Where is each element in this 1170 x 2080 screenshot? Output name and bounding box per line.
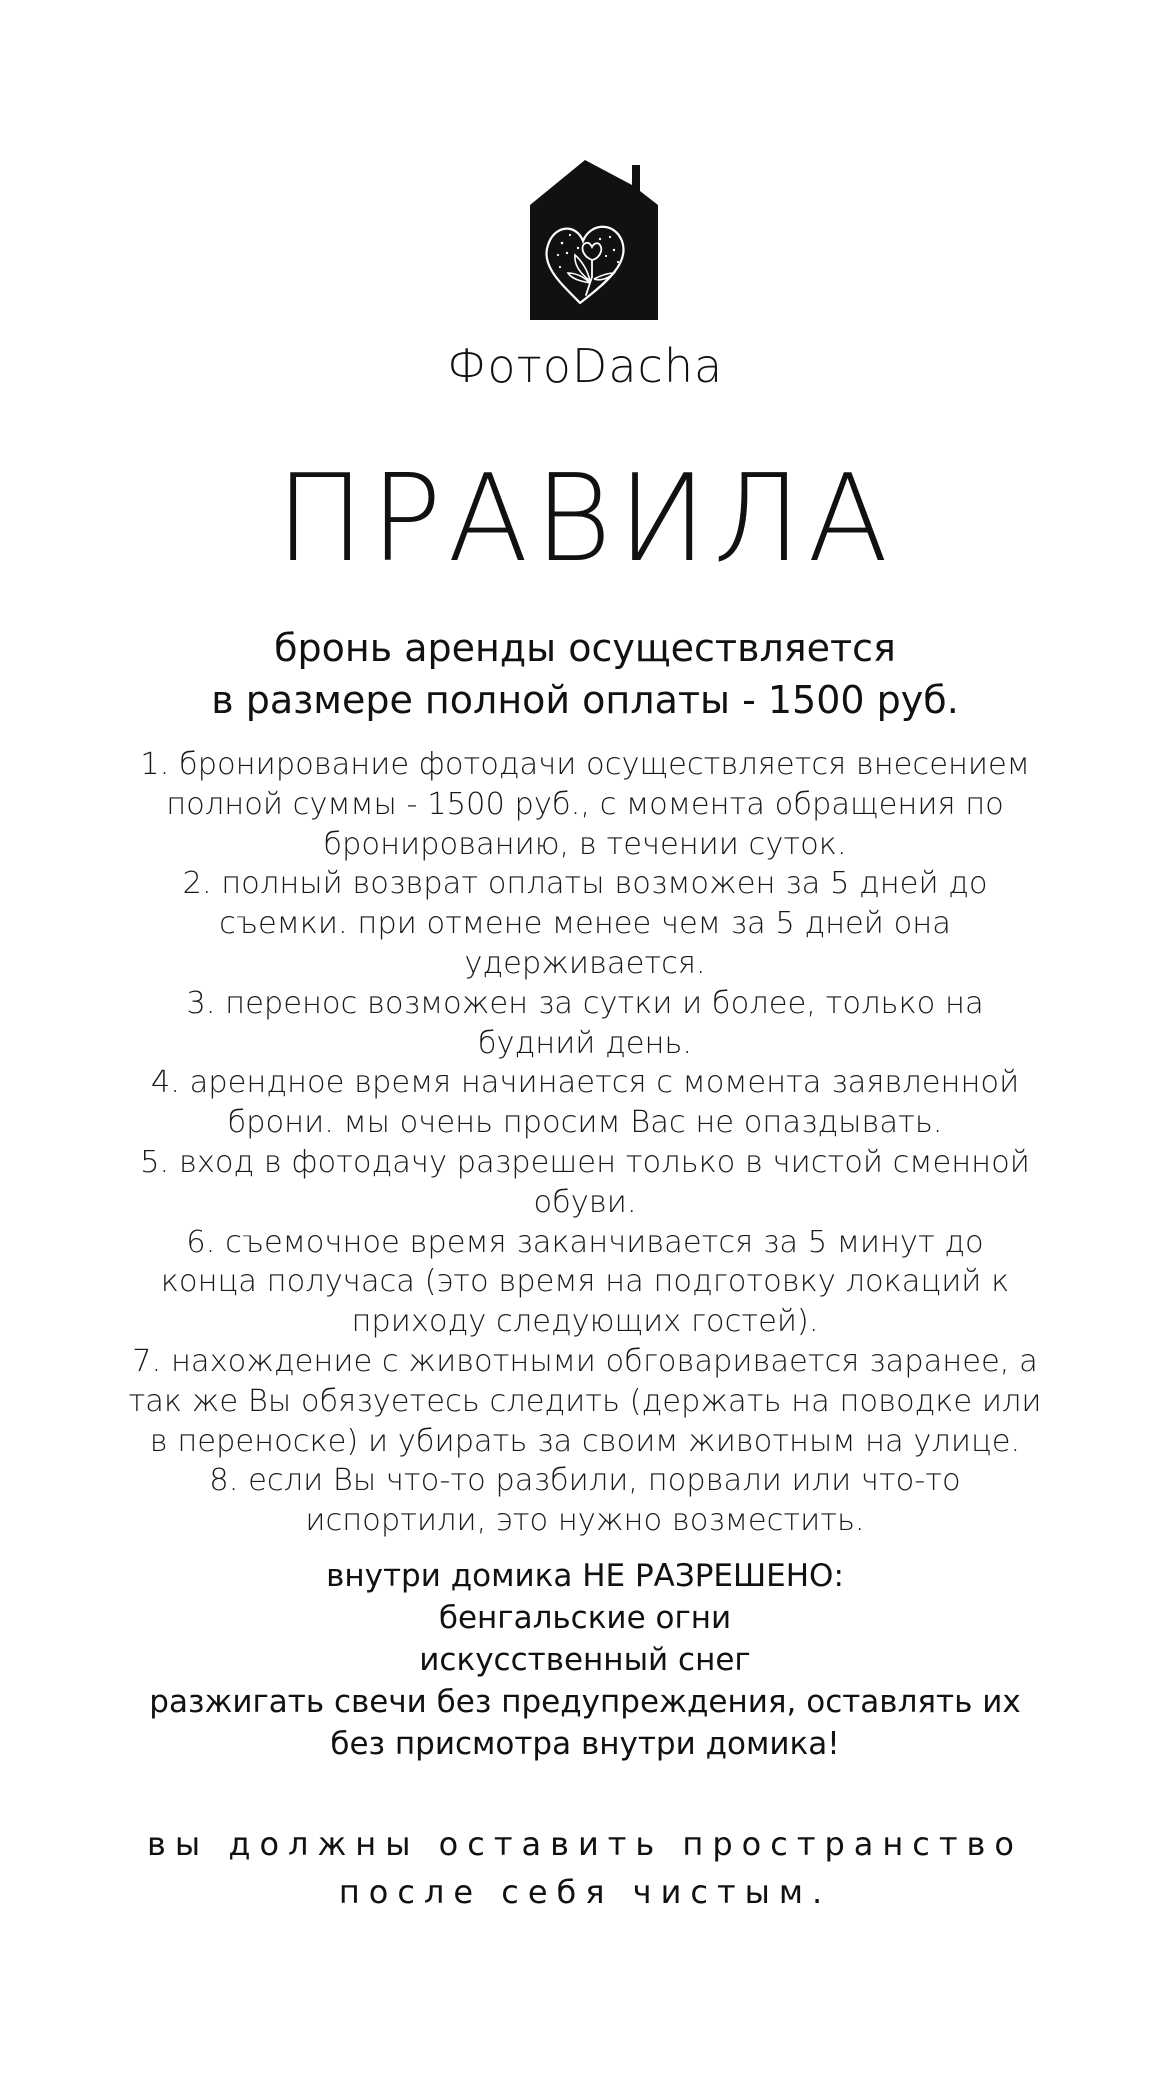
rule-line: обуви. — [533, 1184, 637, 1220]
rule-line: 6. съемочное время заканчивается за 5 минут до — [186, 1224, 984, 1260]
rule-line: испортили, это нужно возместить. — [305, 1503, 865, 1539]
closing-line: вы должны оставить пространство — [147, 1825, 1023, 1863]
rule-line: 5. вход в фотодачу разрешен только в чистой сменной — [140, 1144, 1030, 1180]
forbidden-section — [0, 1555, 1170, 1765]
brand-name: ФотоDacha — [446, 339, 724, 393]
rule-line: удерживается. — [464, 945, 706, 981]
rule-line: 1. бронирование фотодачи осуществляется внесением — [140, 747, 1030, 782]
rules-list — [120, 745, 1050, 1541]
rule-line: брони. мы очень просим Вас не опаздывать. — [227, 1105, 943, 1141]
rule-line: приходу следующих гостей). — [351, 1304, 819, 1340]
forbidden-item: бенгальские огни — [438, 1600, 732, 1636]
subtitle-line: бронь аренды осуществляется — [274, 626, 896, 670]
rule-line: 7. нахождение с животными обговаривается заранее, а — [132, 1343, 1038, 1379]
rule-line: 2. полный возврат оплаты возможен за 5 дней до — [182, 866, 988, 902]
closing-note — [0, 1820, 1170, 1916]
forbidden-item: без присмотра внутри домика! — [330, 1726, 840, 1762]
rule-line: полной суммы - 1500 руб., с момента обращения по — [166, 786, 1004, 822]
rule-line: так же Вы обязуетесь следить (держать на поводке или — [128, 1383, 1042, 1419]
booking-subtitle — [0, 622, 1170, 726]
rule-line: 8. если Вы что-то разбили, порвали или что-то — [209, 1463, 961, 1499]
rule-line: съемки. при отмене менее чем за 5 дней она — [219, 906, 951, 942]
page-title: ПРАВИЛА — [275, 447, 895, 589]
rule-line: будний день. — [477, 1025, 693, 1061]
forbidden-item: разжигать свечи без предупреждения, оставлять их — [149, 1684, 1021, 1720]
rule-line: бронированию, в течении суток. — [323, 826, 847, 862]
rule-line: в переноске) и убирать за своим животным на улице. — [149, 1423, 1021, 1459]
forbidden-heading: внутри домика НЕ РАЗРЕШЕНО: — [326, 1558, 844, 1594]
rule-line: конца получаса (это время на подготовку локаций к — [160, 1264, 1010, 1300]
forbidden-item: искусственный снег — [419, 1642, 751, 1678]
house-with-heart-flower-icon — [510, 155, 660, 320]
subtitle-line: в размере полной оплаты - 1500 руб. — [211, 678, 959, 722]
rule-line: 3. перенос возможен за сутки и более, только на — [186, 985, 984, 1021]
rule-line: 4. арендное время начинается с момента заявленной — [150, 1065, 1020, 1101]
closing-line: после себя чистым. — [338, 1873, 832, 1911]
